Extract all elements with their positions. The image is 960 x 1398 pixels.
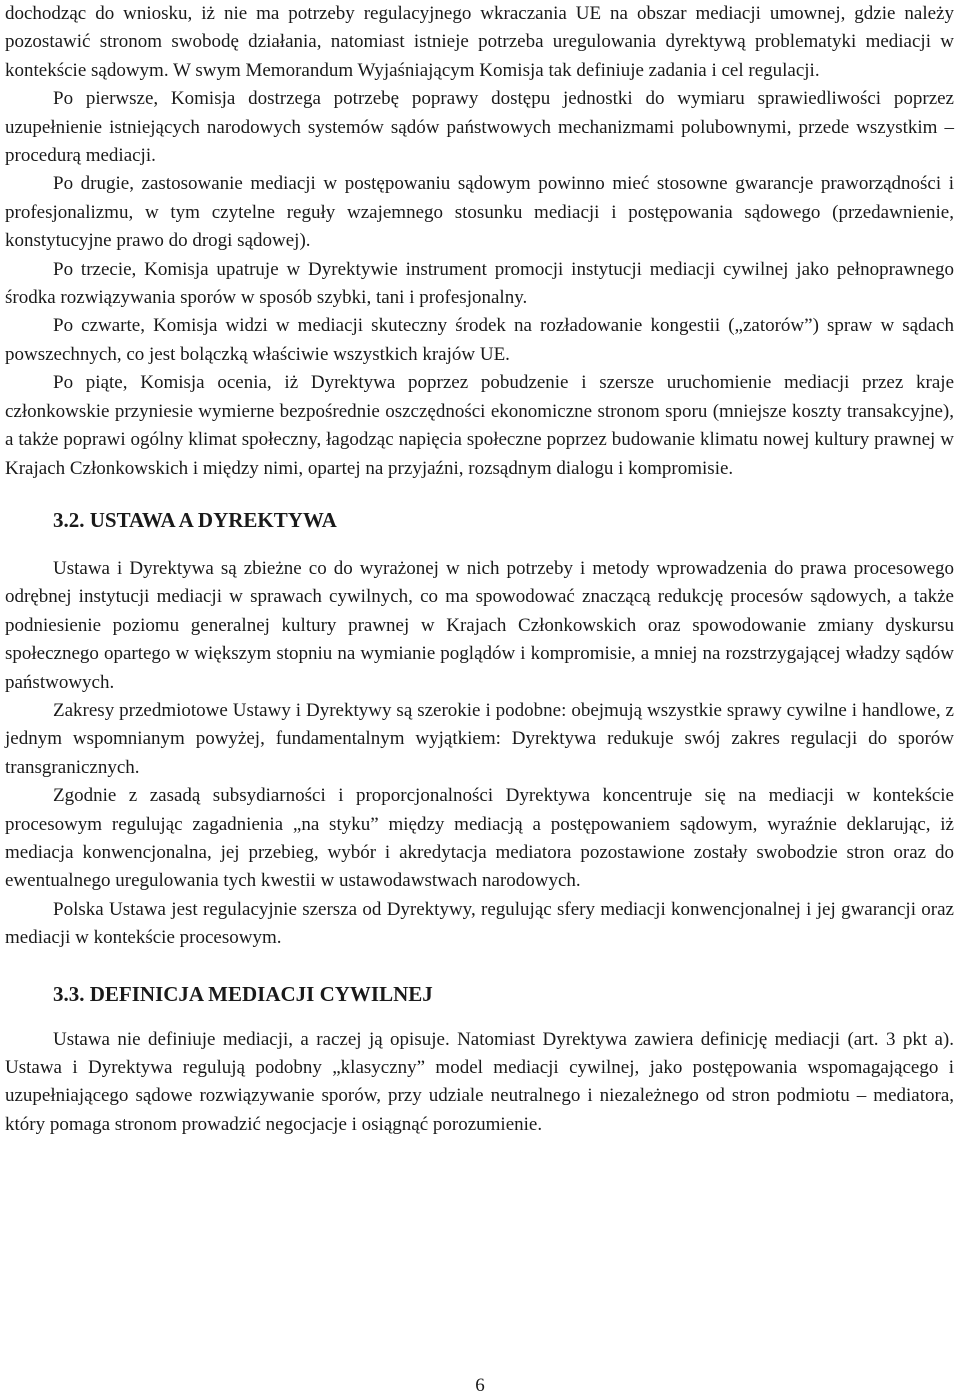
section-3-2-paragraph-2: Zakresy przedmiotowe Ustawy i Dyrektywy są szerokie i podobne: obejmują wszystkie sprawy cywilne i handlowe, z jednym wspomnianym powyżej, fundamentalnym wyjątkiem: Dyrektywa redukuje swój zakres regulacji do sporów transgranicznych. bbox=[5, 699, 954, 778]
goal-paragraph-5: Po piąte, Komisja ocenia, iż Dyrektywa poprzez pobudzenie i szersze uruchomienie mediacji przez kraje członkowskie przyniesie wymierne bezpośrednie oszczędności ekonomiczne stronom sporu (mniejsze koszty transakcyjne), a także poprawi ogólny klimat społeczny, łagodząc napięcia społeczne poprzez budowanie klimatu nowej kultury prawnej w Krajach Członkowskich i między nimi, opartej na przyjaźni, rozsądnym dialogu i kompromisie. bbox=[5, 372, 954, 479]
section-heading-3-2: 3.2. USTAWA A DYREKTYWA bbox=[53, 507, 337, 532]
section-heading-3-3: 3.3. DEFINICJA MEDIACJI CYWILNEJ bbox=[53, 981, 433, 1006]
goal-paragraph-1: Po pierwsze, Komisja dostrzega potrzebę poprawy dostępu jednostki do wymiaru sprawiedliwości poprzez uzupełnienie istniejących narodowych systemów sądów państwowych mechanizmami polubownymi, przede wszystkim – procedurą mediacji. bbox=[5, 88, 954, 167]
section-3-3-paragraph-1: Ustawa nie definiuje mediacji, a raczej ją opisuje. Natomiast Dyrektywa zawiera definicję mediacji (art. 3 pkt a). Ustawa i Dyrektywa regulują podobny „klasyczny” model mediacji cywilnej, jako postępowania wspomagającego i uzupełniającego sądowe rozwiązywanie sporów, przy udziale neutralnego i niezależnego od stron podmiotu – mediatora, który pomaga stronom prowadzić negocjacje i osiągnąć porozumienie. bbox=[5, 1028, 954, 1135]
section-3-2-paragraph-3: Zgodnie z zasadą subsydiarności i proporcjonalności Dyrektywa koncentruje się na mediacji w kontekście procesowym regulując zagadnienia „na styku” między mediacją a postępowaniem sądowym, wyraźnie deklarując, iż mediacja konwencjonalna, jej przebieg, wybór i akredytacja mediatora pozostawione zostały swobodzie stron oraz do ewentualnego uregulowania tych kwestii w ustawodawstwach narodowych. bbox=[5, 785, 954, 892]
page-number: 6 bbox=[475, 1375, 485, 1396]
goal-paragraph-2: Po drugie, zastosowanie mediacji w postępowaniu sądowym powinno mieć stosowne gwarancje praworządności i profesjonalizmu, w tym czytelne reguły wzajemnego stosunku mediacji i postępowania sądowego (przedawnienie, konstytucyjne prawo do drogi sądowej). bbox=[5, 173, 954, 252]
section-3-2-paragraph-4: Polska Ustawa jest regulacyjnie szersza od Dyrektywy, regulując sfery mediacji konwencjonalnej i jej gwarancji oraz mediacji w kontekście procesowym. bbox=[5, 898, 954, 949]
goal-paragraph-3: Po trzecie, Komisja upatruje w Dyrektywie instrument promocji instytucji mediacji cywilnej jako pełnoprawnego środka rozwiązywania sporów w sposób szybki, tani i profesjonalny. bbox=[5, 258, 954, 309]
intro-paragraph: dochodząc do wniosku, iż nie ma potrzeby regulacyjnego wkraczania UE na obszar mediacji umownej, gdzie należy pozostawić stronom swobodę działania, natomiast istnieje potrzeba uregulowania dyrektywą problematyki mediacji w kontekście sądowym. W swym Memorandum Wyjaśniającym Komisja tak definiuje zadania i cel regulacji. bbox=[5, 3, 954, 81]
section-3-2-paragraph-1: Ustawa i Dyrektywa są zbieżne co do wyrażonej w nich potrzeby i metody wprowadzenia do prawa procesowego odrębnej instytucji mediacji w sprawach cywilnych, co ma spowodować znaczącą redukcję procesów sądowych, a także podniesienie poziomu generalnej kultury prawnej w Krajach Członkowskich oraz spowodowanie zmiany dyskursu społecznego opartego w większym stopniu na wymianie poglądów i kompromisie, a mniej na rozstrzygającej władzy sądów państwowych. bbox=[5, 557, 954, 693]
goal-paragraph-4: Po czwarte, Komisja widzi w mediacji skuteczny środek na rozładowanie kongestii („zatorów”) spraw w sądach powszechnych, co jest bolączką właściwie wszystkich krajów UE. bbox=[5, 315, 954, 365]
